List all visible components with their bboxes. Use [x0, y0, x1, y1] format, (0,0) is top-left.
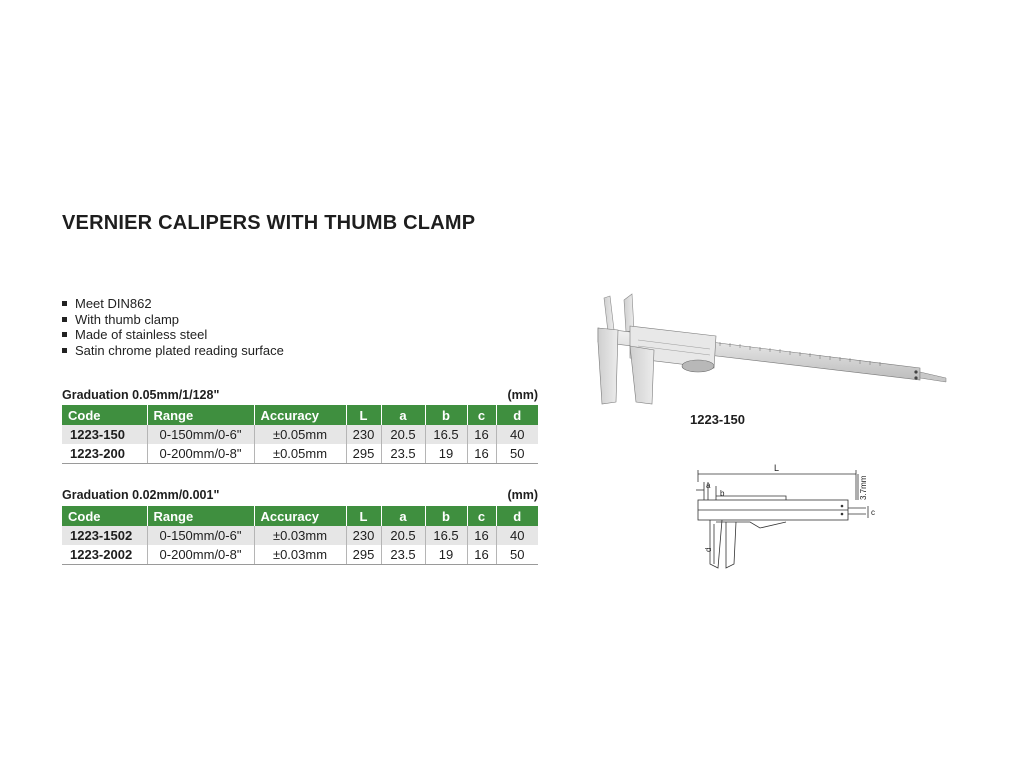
- table-header-row: [62, 405, 538, 425]
- col-header: Code: [62, 506, 147, 526]
- col-header: a: [381, 506, 425, 526]
- feature-item: Meet DIN862: [62, 296, 284, 312]
- table-row: [62, 526, 538, 545]
- col-header: Range: [147, 506, 254, 526]
- col-header: b: [425, 405, 467, 425]
- table-cell: 230: [346, 526, 381, 545]
- unit-label: (mm): [507, 488, 538, 502]
- photo-caption: 1223-150: [690, 412, 745, 427]
- code-cell: 1223-2002: [62, 545, 147, 565]
- feature-item: Satin chrome plated reading surface: [62, 343, 284, 359]
- table-cell: ±0.05mm: [254, 425, 346, 444]
- table-row: [62, 545, 538, 565]
- col-header: d: [496, 506, 538, 526]
- table-cell: 40: [496, 526, 538, 545]
- bullet-square-icon: [62, 332, 67, 337]
- table-cell: 0-200mm/0-8": [147, 545, 254, 565]
- table-cell: 295: [346, 444, 381, 464]
- table-cell: ±0.03mm: [254, 526, 346, 545]
- graduation-heading-1: Graduation 0.05mm/1/128" (mm): [62, 388, 538, 402]
- table-cell: 20.5: [381, 425, 425, 444]
- page-title: VERNIER CALIPERS WITH THUMB CLAMP: [62, 212, 476, 234]
- bullet-square-icon: [62, 301, 67, 306]
- code-cell: 1223-200: [62, 444, 147, 464]
- dim-label-d: d: [704, 547, 713, 552]
- col-header: Accuracy: [254, 405, 346, 425]
- col-header: a: [381, 405, 425, 425]
- dim-label-c: c: [871, 508, 875, 517]
- feature-list: [62, 296, 284, 358]
- table-row: [62, 425, 538, 444]
- table-cell: 295: [346, 545, 381, 565]
- col-header: c: [467, 405, 496, 425]
- table-cell: 40: [496, 425, 538, 444]
- col-header: Range: [147, 405, 254, 425]
- table-cell: 16: [467, 545, 496, 565]
- table-cell: 16.5: [425, 526, 467, 545]
- caliper-photo: [590, 290, 950, 408]
- col-header: L: [346, 405, 381, 425]
- table-cell: ±0.03mm: [254, 545, 346, 565]
- table-cell: 19: [425, 444, 467, 464]
- table-cell: 16: [467, 526, 496, 545]
- bullet-square-icon: [62, 348, 67, 353]
- dimension-diagram: [690, 460, 890, 572]
- col-header: d: [496, 405, 538, 425]
- table-cell: 16: [467, 425, 496, 444]
- table-header-row: [62, 506, 538, 526]
- feature-item: With thumb clamp: [62, 312, 284, 328]
- table-cell: ±0.05mm: [254, 444, 346, 464]
- table-cell: 20.5: [381, 526, 425, 545]
- unit-label: (mm): [507, 388, 538, 402]
- col-header: Code: [62, 405, 147, 425]
- code-cell: 1223-150: [62, 425, 147, 444]
- table-cell: 19: [425, 545, 467, 565]
- table-cell: 0-150mm/0-6": [147, 425, 254, 444]
- col-header: c: [467, 506, 496, 526]
- bullet-square-icon: [62, 317, 67, 322]
- table-cell: 23.5: [381, 545, 425, 565]
- dim-label-thickness: 3.7mm: [859, 475, 868, 500]
- col-header: b: [425, 506, 467, 526]
- table-cell: 23.5: [381, 444, 425, 464]
- table-cell: 0-200mm/0-8": [147, 444, 254, 464]
- table-cell: 16.5: [425, 425, 467, 444]
- table-row: [62, 444, 538, 464]
- spec-table-1: [62, 405, 538, 464]
- table-cell: 50: [496, 545, 538, 565]
- table-cell: 230: [346, 425, 381, 444]
- dim-label-a: a: [706, 481, 711, 490]
- col-header: L: [346, 506, 381, 526]
- spec-table-2: [62, 506, 538, 565]
- table-cell: 50: [496, 444, 538, 464]
- table-cell: 16: [467, 444, 496, 464]
- graduation-heading-2: Graduation 0.02mm/0.001" (mm): [62, 488, 538, 502]
- code-cell: 1223-1502: [62, 526, 147, 545]
- dim-label-b: b: [720, 489, 725, 498]
- col-header: Accuracy: [254, 506, 346, 526]
- dim-label-L: L: [774, 463, 780, 473]
- feature-item: Made of stainless steel: [62, 327, 284, 343]
- table-cell: 0-150mm/0-6": [147, 526, 254, 545]
